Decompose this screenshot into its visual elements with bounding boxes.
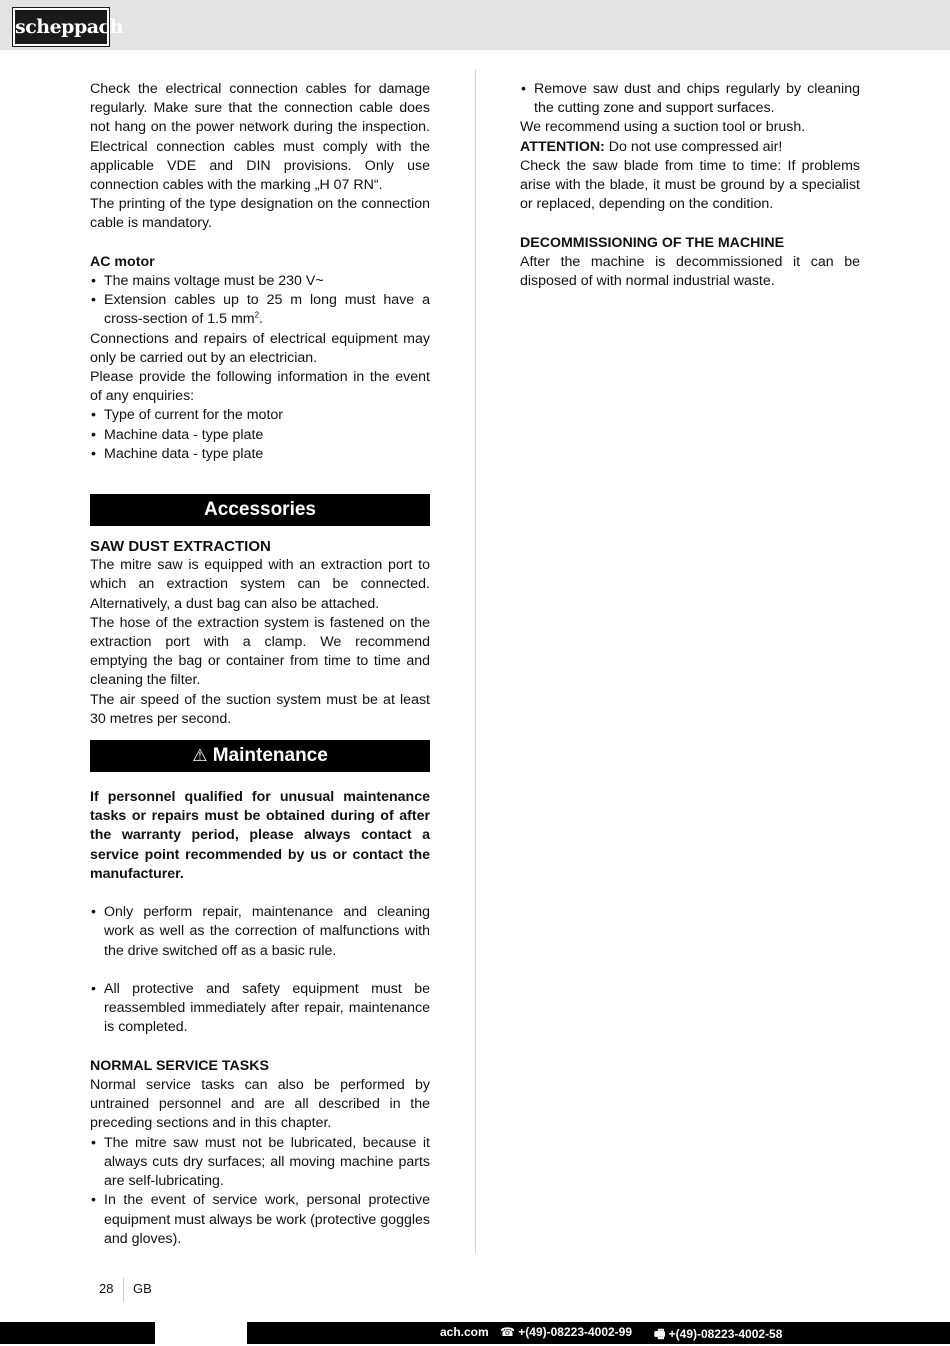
attention-label: ATTENTION: <box>520 138 605 155</box>
connections-paragraph: Connections and repairs of electrical equipment may only be carried out by an electrician. <box>90 330 430 366</box>
enquiry-info-list <box>90 406 430 464</box>
enquiries-paragraph: Please provide the following information in the event of any enquiries: <box>90 369 430 405</box>
bottom-contact-bar <box>0 1322 950 1344</box>
column-divider <box>475 70 476 1253</box>
phone-text: ☎ +(49)-08223-4002-99 <box>500 1325 633 1339</box>
list-item: • Remove saw dust and chips regularly by cleaning the cutting zone and support surfaces. <box>520 80 860 118</box>
extraction-paragraph-3: The air speed of the suction system must be at least 30 metres per second. <box>90 691 430 727</box>
list-item: • In the event of service work, personal protective equipment must always be work (protective goggles and gloves). <box>90 1191 430 1249</box>
attention-paragraph <box>520 138 860 157</box>
list-item: • The mains voltage must be 230 V~ <box>90 272 430 291</box>
section-title: Accessories <box>204 499 316 521</box>
warning-icon: ⚠ <box>192 746 208 766</box>
list-item: • Extension cables up to 25 m long must have a cross-section of 1.5 $mm^2$. <box>90 291 430 329</box>
recommend-paragraph: We recommend using a suction tool or brush. <box>520 119 806 136</box>
normal-service-list <box>90 1134 430 1249</box>
page-number: 28 <box>99 1281 114 1296</box>
list-item: • Only perform repair, maintenance and cleaning work as well as the correction of malfunctions with the drive switched off as a basic rule. <box>90 903 430 961</box>
right-column <box>520 80 860 291</box>
saw-dust-extraction-heading: SAW DUST EXTRACTION <box>90 538 271 556</box>
list-item: • All protective and safety equipment must be reassembled immediately after repair, maintenance is completed. <box>90 980 430 1038</box>
maintenance-rule-list-2 <box>90 980 430 1038</box>
decommissioning-paragraph: After the machine is decommissioned it can be disposed of with normal industrial waste. <box>520 253 860 290</box>
section-title: Maintenance <box>212 745 328 767</box>
maintenance-warning-paragraph: If personnel qualified for unusual maintenance tasks or repairs must be obtained during of after the warranty period, please always contact a service point recommended by us or contact the manufacturer. <box>90 789 430 882</box>
accessories-section-bar <box>90 494 430 526</box>
list-item: • Type of current for the motor <box>90 406 430 425</box>
normal-service-paragraph: Normal service tasks can also be performed by untrained personnel and are all described in the preceding sections and in this chapter. <box>90 1077 430 1132</box>
list-item: • The mitre saw must not be lubricated, because it always cuts dry surfaces; all moving machine parts are self-lubricating. <box>90 1134 430 1192</box>
check-blade-paragraph: Check the saw blade from time to time: If problems arise with the blade, it must be ground by a specialist or replaced, depending on the condition. <box>520 157 860 213</box>
maintenance-rule-list-1 <box>90 903 430 961</box>
intro-paragraph-2: The printing of the type designation on the connection cable is mandatory. <box>90 196 430 232</box>
ac-motor-list <box>90 272 430 330</box>
language-code: GB <box>133 1281 152 1296</box>
fax-text: 🖷 +(49)-08223-4002-58 <box>654 1327 783 1341</box>
ac-motor-heading: AC motor <box>90 253 155 270</box>
list-item: • Machine data - type plate <box>90 445 430 464</box>
bottom-bar-gap <box>155 1322 247 1344</box>
cleaning-list <box>520 80 860 118</box>
decommissioning-heading: DECOMMISSIONING OF THE MACHINE <box>520 234 785 251</box>
footer-separator <box>123 1278 124 1302</box>
list-item: • Machine data - type plate <box>90 426 430 445</box>
top-header-bar <box>0 0 950 50</box>
extraction-paragraph-1: The mitre saw is equipped with an extraction port to which an extraction system can be connected. Alternatively, a dust bag can also be attached. <box>90 557 430 612</box>
intro-paragraph-1: Check the electrical connection cables for damage regularly. Make sure that the connection cable does not hang on the power network during the inspection. Electrical connection cables must comply with the applicable VDE and DIN provisions. Only use connection cables with the marking „H 07 RN“. <box>90 81 430 194</box>
superscript: 2 <box>254 310 260 320</box>
attention-text: Do not use compressed air! <box>604 138 783 155</box>
left-column <box>90 80 430 1249</box>
maintenance-section-bar <box>90 740 430 772</box>
extraction-paragraph-2: The hose of the extraction system is fastened on the extraction port with a clamp. We recommend emptying the bag or container from time to time and cleaning the filter. <box>90 614 430 689</box>
brand-logo: scheppach <box>13 8 109 46</box>
normal-service-tasks-heading: NORMAL SERVICE TASKS <box>90 1057 269 1074</box>
website-text: ach.com <box>440 1325 489 1339</box>
